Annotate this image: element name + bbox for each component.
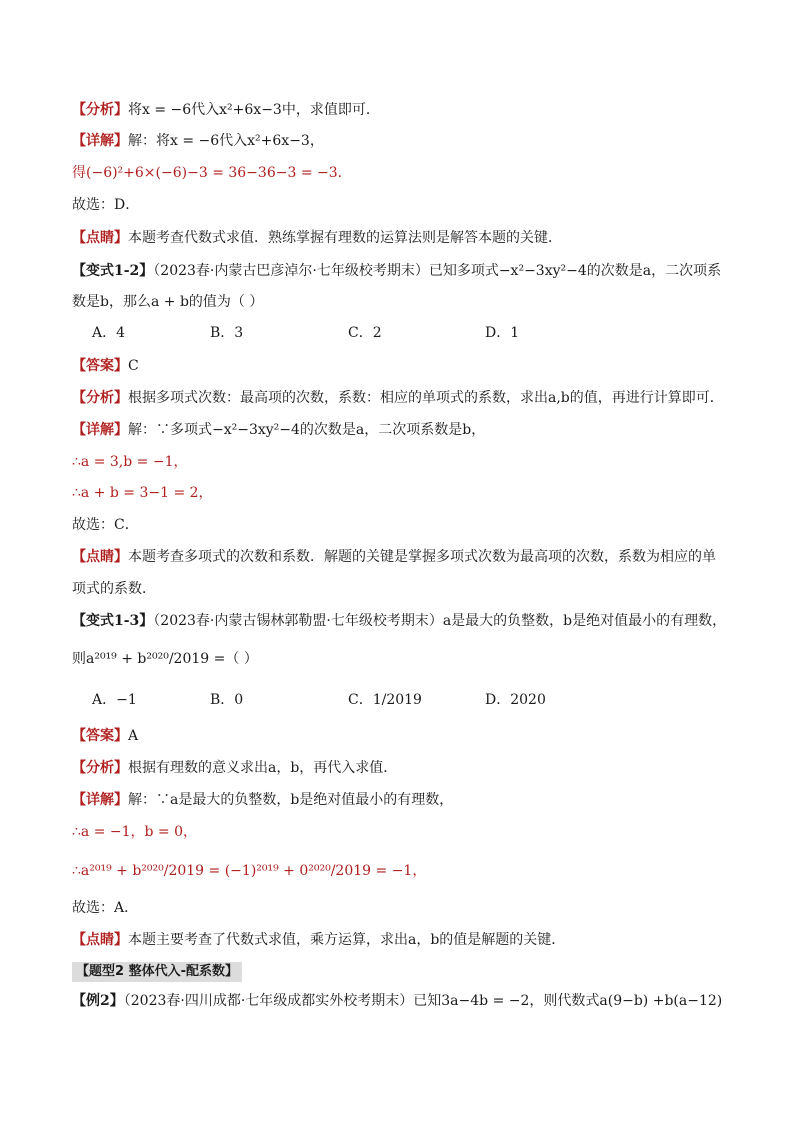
answer-line: [72, 355, 722, 377]
option-c: C．2: [348, 325, 382, 341]
question-text-cont: 数是b，那么a + b的值为（ ）: [72, 294, 264, 310]
comment-line: [72, 929, 722, 951]
comment-line: [72, 227, 722, 249]
option-b: B．3: [210, 325, 244, 341]
analysis-tag: 【分析】: [72, 390, 128, 406]
option-a: A．4: [92, 325, 126, 341]
comment-text-cont: 项式的系数．: [72, 581, 156, 597]
option-b: B．0: [210, 692, 244, 708]
detail-line: [72, 130, 722, 152]
analysis-tag: 【分析】: [72, 760, 128, 776]
comment-tag: 【点睛】: [72, 549, 128, 565]
calc-line: [72, 162, 722, 184]
detail-text: 解：∵a是最大的负整数，b是绝对值最小的有理数，: [128, 792, 454, 808]
comment-line-2: [72, 578, 722, 600]
choice-text: 故选：A．: [72, 900, 139, 916]
section-heading: 【题型2 整体代入-配系数】: [72, 962, 242, 982]
comment-text: 本题主要考查了代数式求值，乘方运算，求出a，b的值是解题的关键．: [128, 932, 566, 948]
comment-tag: 【点睛】: [72, 230, 128, 246]
option-d: D．2020: [485, 692, 546, 708]
question-text: （2023春·内蒙古锡林郭勒盟·七年级校考期末）a是最大的负整数，b是绝对值最小的有理数，: [153, 613, 727, 629]
answer-tag: 【答案】: [72, 358, 128, 374]
question-tag: 【变式1-3】: [72, 613, 154, 629]
question-1-3-line: [72, 610, 727, 632]
question-1-2-line-2: [72, 291, 722, 313]
calc-text: ∴a²⁰¹⁹ + b²⁰²⁰/2019 = (−1)²⁰¹⁹ + 0²⁰²⁰/2019 = −1，: [72, 863, 427, 879]
question-text: （2023春·内蒙古巴彦淖尔·七年级校考期末）已知多项式−x²−3xy²−4的次数是a，二次项系: [153, 263, 722, 279]
choice-line: [72, 194, 722, 216]
detail-line: [72, 789, 722, 811]
answer-text: C: [128, 358, 139, 374]
analysis-line: [72, 757, 722, 779]
calc-text: ∴a = −1，b = 0，: [72, 824, 198, 840]
choice-text: 故选：C．: [72, 517, 139, 533]
example-tag: 【例2】: [72, 993, 124, 1009]
question-tag: 【变式1-2】: [72, 263, 154, 279]
question-1-3-line-2: [72, 648, 722, 670]
option-d: D．1: [485, 325, 520, 341]
calc-line: [72, 860, 722, 882]
detail-tag: 【详解】: [72, 133, 128, 149]
detail-tag: 【详解】: [72, 422, 128, 438]
analysis-tag: 【分析】: [72, 102, 128, 118]
detail-text: 解：将x = −6代入x²+6x−3，: [128, 133, 324, 149]
analysis-text: 根据多项式次数：最高项的次数，系数：相应的单项式的系数，求出a,b的值，再进行计算即可．: [128, 390, 724, 406]
option-a: A．−1: [92, 692, 137, 708]
calc-line: [72, 482, 722, 504]
calc-text: ∴a + b = 3−1 = 2，: [72, 485, 213, 501]
calc-line: [72, 821, 722, 843]
analysis-text: 根据有理数的意义求出a，b，再代入求值．: [128, 760, 398, 776]
analysis-line: [72, 99, 722, 121]
calc-text: ∴a = 3,b = −1，: [72, 454, 188, 470]
comment-line: [72, 546, 722, 568]
question-1-2-line: [72, 260, 722, 282]
comment-text: 本题考查代数式求值．熟练掌握有理数的运算法则是解答本题的关键．: [128, 230, 562, 246]
choice-line: [72, 514, 722, 536]
example-2-line: [72, 990, 722, 1012]
detail-line: [72, 419, 722, 441]
question-text-cont: 则a²⁰¹⁹ + b²⁰²⁰/2019 =（ ）: [72, 651, 258, 667]
detail-tag: 【详解】: [72, 792, 128, 808]
calc-text: 得(−6)²+6×(−6)−3 = 36−36−3 = −3．: [72, 165, 352, 181]
answer-line: [72, 725, 722, 747]
answer-tag: 【答案】: [72, 728, 128, 744]
detail-text: 解：∵多项式−x²−3xy²−4的次数是a，二次项系数是b，: [128, 422, 486, 438]
example-text: （2023春·四川成都·七年级成都实外校考期末）已知3a−4b = −2，则代数式a(9−b) +b(a−12): [123, 993, 723, 1009]
analysis-text: 将x = −6代入x²+6x−3中，求值即可．: [128, 102, 380, 118]
calc-line: [72, 451, 722, 473]
option-c: C．1/2019: [348, 692, 422, 708]
analysis-line: [72, 387, 722, 409]
comment-tag: 【点睛】: [72, 932, 128, 948]
comment-text: 本题考查多项式的次数和系数．解题的关键是掌握多项式次数为最高项的次数，系数为相应的单: [128, 549, 716, 565]
answer-text: A: [128, 728, 139, 744]
choice-text: 故选：D．: [72, 197, 140, 213]
choice-line: [72, 897, 722, 919]
